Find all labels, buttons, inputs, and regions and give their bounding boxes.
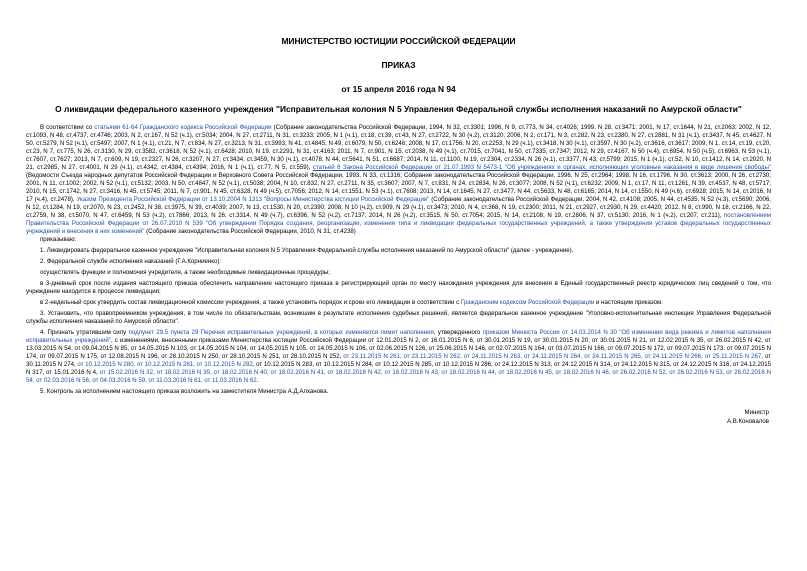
ministry-title: МИНИСТЕРСТВО ЮСТИЦИИ РОССИЙСКОЙ ФЕДЕРАЦИИ <box>281 36 516 46</box>
document <box>26 36 771 426</box>
link-civil-code[interactable]: Гражданским кодексом Российской Федерации <box>460 299 595 307</box>
item-2-functions: осуществлять функции и полномочия учредителя, а также необходимые ликвидационные процедуры; <box>40 269 330 277</box>
link-law-5473-1[interactable]: статьей 6 Закона Российской Федерации от 21.07.1993 N 5473-1 "Об учреждениях и органах, исполняющих уголовные наказания в виде лишения свободы" <box>312 164 771 172</box>
signature-name: А.В.Коновалов <box>726 418 769 426</box>
text: В соответствии со <box>40 124 95 131</box>
item-2-commission <box>26 299 771 307</box>
signature-title: Министр <box>744 409 769 417</box>
link-order-30[interactable]: приказом Минюста России от 14.03.2014 N 30 "Об изменении вида режима и лимитов наполнения исправительных учреждений" <box>26 329 772 345</box>
text: (Собрание законодательства Российской Федерации, 2004, N 42, ст.4108; 2005, N 44, ст.4535, N 52 (ч.3), ст.5690; 2006, N 12, ст.1284, N 19, ст.2070, N 23, ст.2452, N 38, ст.3975, N 39, ст.4039; 2007, N 13, ст.1530, N 20, ст.2390; 2008, N 10 (ч.2), ст.909, N 29 (ч.1), ст.3473; 2010, N 4, ст.368, N 19, ст.2300; 2011, N 21, ст.2927, ст.2930, N 29, ст.4420; 2012, N 8, ст.990, N 18, ст.2166, N 22, ст.2759, N 38, ст.5070, N 47, ст.6459, N 53 (ч.2), ст.7866; 2013, N 26, ст.3314, N 49 (ч.7), ст.6396, N 52 (ч.2), ст.7137; 2014, N 26 (ч.2), ст.3515, N 50, ст.7054; 2015, N 14, ст.2108, N 19, ст.2806, N 37, ст.5130; 2016, N 1 (ч.2), ст.207, ст.211), <box>26 196 771 220</box>
link-amendments-nov-2015[interactable]: от 23.11.2015 N 261, от 23.11.2015 N 262, от 24.11.2015 N 263, от 24.11.2015 N 264, от 24.11.2015 N 265, от 24.11.2015 N 266, от 25.11.2015 N 267 <box>343 353 762 361</box>
link-presidential-decree-1313[interactable]: Указом Президента Российской Федерации от 13.10.2004 N 1313 "Вопросы Министерства юстиции Российской Федерации" <box>76 196 430 204</box>
item-2: 2. Федеральной службе исполнения наказаний (Г.А.Корниенко): <box>40 258 222 266</box>
item-1: 1. Ликвидировать федеральное казенное учреждение "Исправительная колония N 5 Управления Федеральной службы исполнения наказаний по Амурской области" (далее - учреждение). <box>40 247 574 255</box>
text: , от 30.11.2015 N 274, <box>26 353 771 369</box>
text: , от 10.12.2015 N 283, от 10.12.2015 N 284, от 10.12.2015 N 285, от 10.12.2015 N 286, от 24.12.2015 N 313, от 24.12.2015 N 314, от 24.12.2015 N 315, от 24.12.2015 N 316, от 24.12.2015 N 317, от 15.01.2016 N 4, <box>26 361 771 377</box>
document-subject: О ликвидации федерального казенного учреждения "Исправительная колония N 5 Управления Федеральной службы исполнения наказаний по Амурской области" <box>55 104 742 114</box>
text: в 2-недельный срок утвердить состав ликвидационной комиссии учреждения, а также установить порядок и сроки его ликвидации в соответствии с <box>40 299 461 307</box>
text: (Ведомости Съезда народных депутатов Российской Федерации и Верховного Совета Российской Федерации, 1993, N 33, ст.1316; Собрание законодательства Российской Федерации, 1996, N 25, ст.2964; 1998, N 16, ст.1796, N 30, ст.3613; 2000, N 26, ст.2730; 2001, N 11, ст.1002; 2002, N 52 (ч.1), ст.5132; 2003, N 50, ст.4847, N 52 (ч.1), ст.5038; 2004, N 10, ст.832, N 27, ст.2711, N 35, ст.3607; 2007, N 7, ст.831, N 24, ст.2834, N 26, ст.3077; 2008, N 52 (ч.1), ст.6232; 2009, N 1, ст.17, N 11, ст.1261, N 39, ст.4537, N 48, ст.5717; 2010, N 15, ст.1742, N 27, ст.3416, N 45, ст.5745; 2011, N 7, ст.901, N 45, ст.6328, N 49 (ч.5), ст.7056; 2012, N 14, ст.1551, N 53 (ч.1), ст.7608; 2013, N 14, ст.1645, N 27, ст.3477, N 44, ст.5633, N 48, ст.6165; 2014, N 14, ст.1550, N 49 (ч.6), ст.6928; 2015, N 14, ст.2016, N 17 (ч.4), ст.2478), <box>26 172 771 204</box>
link-civil-code-articles[interactable]: статьями 61-64 Гражданского кодекса Российской Федерации <box>94 124 272 131</box>
link-amendments-dec-2015[interactable]: от 10.12.2015 N 280, от 10.12.2015 N 281, от 10.12.2015 N 282 <box>77 361 253 369</box>
link-amendments-2016[interactable]: от 15.02.2016 N 32, от 18.02.2016 N 39, от 18.02.2016 N 40, от 18.02.2016 N 41, от 18.02.2016 N 42, от 18.02.2016 N 43, от 18.02.2016 N 44, от 18.02.2016 N 45, от 18.02.2016 N 46, от 26.02.2016 N 52, от 26.02.2016 N 53, от 26.02.2016 N 54, от 02.03.2016 N 56, от 04.03.2016 N 59, от 11.03.2016 N 61, от 11.03.2016 N 62 <box>26 369 772 385</box>
link-government-resolution-539[interactable]: постановлением Правительства Российской Федерации от 26.07.2010 N 539 "Об утверждении Порядка создания, реорганизации, изменения типа и ликвидации федеральных государственных учреждений, а также утверждения уставов федеральных государственных учреждений и внесения в них изменений" <box>26 212 771 236</box>
preamble-paragraph <box>26 124 771 236</box>
text: и настоящим приказом. <box>594 299 663 307</box>
text: (Собрание законодательства Российской Федерации, 2010, N 31, ст.4238) <box>144 228 356 236</box>
link-subparagraph-29-5[interactable]: подпункт 29.5 пункта 29 Перечня исправительных учреждений, в которых изменяется лимит наполнения <box>128 329 434 337</box>
document-date-number: от 15 апреля 2016 года N 94 <box>341 84 456 94</box>
item-2-registry: в 3-дневный срок после издания настоящего приказа обеспечить направление настоящего приказа в регистрирующий орган по месту нахождения учреждения для внесения в Единый государственный реестр юридических лиц сведений о том, что учреждение находится в процессе ликвидации; <box>26 280 771 296</box>
text: , с изменениями, внесенными приказами Министерства юстиции Российской Федерации от 12.01.2015 N 2, от 16.01.2015 N 6, от 30.01.2015 N 19, от 30.01.2015 N 20, от 30.01.2015 N 21, от 12.02.2015 N 35, от 26.02.2015 N 42, от 13.03.2015 N 54, от 09.04.2015 N 85, от 14.05.2015 N 103, от 14.05.2015 N 104, от 14.05.2015 N 105, от 14.05.2015 N 106, от 02.06.2015 N 126, от 25.06.2015 N 146, от 02.07.2015 N 164, от 03.07.2015 N 166, от 09.07.2015 N 172, от 09.07.2015 N 173, от 09.07.2015 N 174, от 09.07.2015 N 175, от 12.08.2015 N 196, от 28.10.2015 N 250, от 28.10.2015 N 251, от 28.10.2015 N 252, <box>26 337 771 361</box>
item-4 <box>26 329 771 385</box>
signature-block <box>26 408 769 426</box>
text: (Собрание законодательства Российской Федерации, 1994, N 32, ст.3301; 1996, N 9, ст.773, N 34, ст.4026; 1999, N 28, ст.3471; 2001, N 17, ст.1644, N 21, ст.2063; 2002, N 12, ст.1093, N 48, ст.4737, ст.4746; 2003, N 2, ст.167, N 52 (ч.1), ст.5034; 2004, N 27, ст.2711, N 31, ст.3233; 2005, N 1 (ч.1), ст.18, ст.39, ст.43, N 27, ст.2722, N 30 (ч.2), ст.3120; 2006, N 2, ст.171, N 3, ст.282, N 23, ст.2380, N 27, ст.2881, N 31 (ч.1), ст.3437, N 45, ст.4627, N 50, ст.5279, N 52 (ч.1), ст.5497; 2007, N 1 (ч.1), ст.21, N 7, ст.834, N 27, ст.3213, N 31, ст.3993, N 41, ст.4845, N 49, ст.6079, N 50, ст.6246; 2008, N 17, ст.1756, N 20, ст.2253, N 29 (ч.1), ст.3418, N 30 (ч.1), ст.3597, N 30 (ч.2), ст.3616, ст.3617; 2009, N 1, ст.14, ст.19, ст.20, ст.23, N 7, ст.775, N 26, ст.3130, N 29, ст.3582, ст.3618, N 52 (ч.1), ст.6428; 2010, N 19, ст.2291, N 31, ст.4163; 2011, N 7, ст.901, N 15, ст.2038, N 49 (ч.1), ст.7015, ст.7041, N 50, ст.7335, ст.7347; 2012, N 29, ст.4167, N 50 (ч.4), ст.6954, N 50 (ч.5), ст.6963, N 53 (ч.1), ст.7607, ст.7627; 2013, N 7, ст.609, N 19, ст.2327, N 26, ст.3207, N 27, ст.3434, ст.3459, N 30 (ч.1), ст.4078, N 44, ст.5641, N 51, ст.6687; 2014, N 11, ст.1100, N 19, ст.2304, ст.2334, N 26 (ч.1), ст.3377, N 43, ст.5799; 2015, N 1 (ч.1), ст.52, N 10, ст.1412, N 14, ст.2020, N 21, ст.2985, N 27, ст.4001, N 29 (ч.1), ст.4342, ст.4384, ст.4394; 2016, N 1 (ч.1), ст.77, N 5, ст.559), <box>26 124 772 172</box>
text: , утвержденного <box>433 329 483 337</box>
item-3: 3. Установить, что правопреемником учреждения, в том числе по обязательствам, возникшим в результате исполнения судебных решений, является федеральное казенное учреждение "Уголовно-исполнительная инспекция Управления Федеральной службы исполнения наказаний по Амурской области". <box>26 310 771 326</box>
orders-word: приказываю: <box>40 236 77 244</box>
document-type: ПРИКАЗ <box>381 60 416 70</box>
text: . <box>256 377 259 385</box>
text: 4. Признать утратившим силу <box>40 329 129 337</box>
item-5: 5. Контроль за исполнением настоящего приказа возложить на заместителя Министра А.Д.Алханова. <box>40 388 329 396</box>
